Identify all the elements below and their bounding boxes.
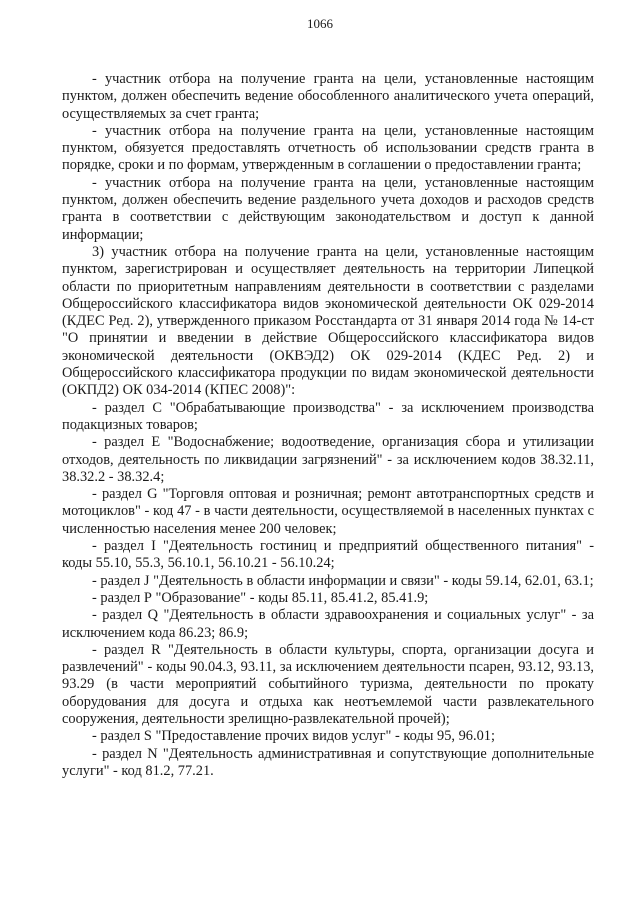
list-item: - раздел S "Предоставление прочих видов услуг" - коды 95, 96.01; [92, 728, 495, 745]
list-item: - раздел Е "Водоснабжение; водоотведение, организация сбора и утилизации отходов, деятельность по ликвидации загрязнений" - за исключением кодов 38.32.11, 38.32.2 - 38.32.4; [62, 434, 594, 485]
paragraph: - участник отбора на получение гранта на цели, установленные настоящим пунктом, должен обеспечить ведение обособленного аналитического учета операций, осуществляемых за счет гранта; [62, 71, 594, 122]
list-item: - раздел I "Деятельность гостиниц и предприятий общественного питания" - коды 55.10, 55.3, 56.10.1, 56.10.21 - 56.10.24; [62, 538, 594, 572]
list-item: - раздел Р "Образование" - коды 85.11, 85.41.2, 85.41.9; [92, 589, 429, 606]
paragraph: - участник отбора на получение гранта на цели, установленные настоящим пунктом, обязуется предоставлять отчетность об использовании средств гранта в порядке, сроки и по формам, утвержденным в соглашении о предоставлении гранта; [62, 122, 594, 174]
list-item: - раздел N "Деятельность административная и сопутствующие дополнительные услуги" - код 81.2, 77.21. [62, 745, 594, 779]
list-item: - раздел R "Деятельность в области культуры, спорта, организации досуга и развлечений" - коды 90.04.3, 93.11, за исключением деятельности псарен, 93.12, 93.13, 93.29 (в части мероприятий событийного туризма, деятельности по прокату оборудования для досуга и отдыха как неотъемлемой части развлекательного сооружения, деятельности зрелищно-развлекательной прочей); [62, 641, 594, 727]
page-number: 1066 [307, 16, 333, 31]
document-body [62, 71, 594, 780]
paragraph: 3) участник отбора на получение гранта на цели, установленные настоящим пунктом, зарегистрирован и осуществляет деятельность на территории Липецкой области по приоритетным направлениям деятельности в соответствии с разделами Общероссийского классификатора видов экономической деятельности ОК 029-2014 (КДЕС Ред. 2), утвержденного приказом Росстандарта от 31 января 2014 года № 14-ст "О принятии и введении в действие Общероссийского классификатора видов экономической деятельности (ОКВЭД2) ОК 029-2014 (КДЕС Ред. 2) и Общероссийского классификатора продукции по видам экономической деятельности (ОКПД2) ОК 034-2014 (КПЕС 2008)": [62, 243, 594, 399]
list-item: - раздел С "Обрабатывающие производства" - за исключением производства подакцизных товаров; [62, 399, 594, 433]
list-item: - раздел G "Торговля оптовая и розничная; ремонт автотранспортных средств и мотоциклов" - код 47 - в части деятельности, осуществляемой в населенных пунктах с численностью населения менее 200 человек; [62, 486, 594, 537]
list-item: - раздел Q "Деятельность в области здравоохранения и социальных услуг" - за исключением кода 86.23; 86.9; [62, 607, 594, 641]
paragraph: - участник отбора на получение гранта на цели, установленные настоящим пунктом, должен обеспечить ведение раздельного учета доходов и расходов средств гранта в соответствии с действующим законодательством и доступ к данной информации; [62, 174, 594, 243]
list-item: - раздел J "Деятельность в области информации и связи" - коды 59.14, 62.01, 63.1; [92, 572, 594, 589]
